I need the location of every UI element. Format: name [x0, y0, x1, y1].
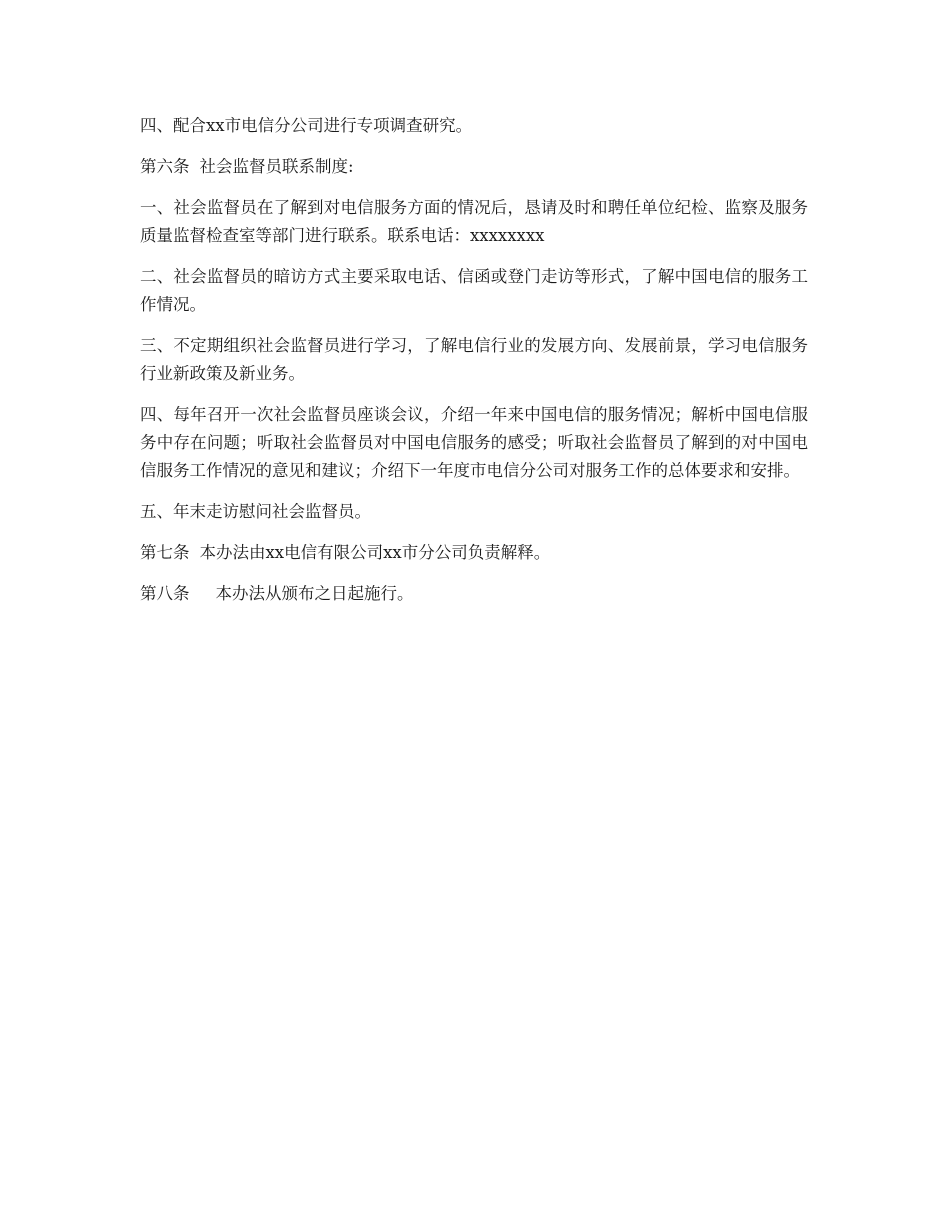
article-text: 本办法从颁布之日起施行。	[215, 584, 414, 603]
paragraph-text: 四、每年召开一次社会监督员座谈会议，介绍一年来中国电信的服务情况；解析中国电信服务中存在问题；听取社会监督员对中国电信服务的感受；听取社会监督员了解到的对中国电信服务工作情况的意见和建议；介绍下一年度市电信分公司对服务工作的总体要求和安排。	[140, 405, 808, 480]
paragraph-text: 二、社会监督员的暗访方式主要采取电话、信函或登门走访等形式，了解中国电信的服务工作情况。	[140, 267, 808, 314]
paragraph-text: 四、配合xx市电信分公司进行专项调查研究。	[140, 116, 473, 135]
paragraph-item-5-visit	[140, 498, 808, 526]
article-8	[140, 580, 808, 608]
article-title: 社会监督员联系制度:	[199, 157, 354, 176]
article-number: 第八条	[140, 584, 190, 603]
paragraph-text: 五、年末走访慰问社会监督员。	[140, 502, 371, 521]
paragraph-text: 一、社会监督员在了解到对电信服务方面的情况后，恳请及时和聘任单位纪检、监察及服务质量监督检查室等部门进行联系。联系电话：xxxxxxxx	[140, 198, 808, 245]
article-text: 本办法由xx电信有限公司xx市分公司负责解释。	[199, 543, 551, 562]
paragraph-item-1-contact	[140, 194, 808, 250]
article-6-heading	[140, 153, 808, 181]
paragraph-item-4-research	[140, 112, 808, 140]
article-number: 第七条	[140, 543, 190, 562]
paragraph-text: 三、不定期组织社会监督员进行学习，了解电信行业的发展方向、发展前景，学习电信服务行业新政策及新业务。	[140, 336, 808, 383]
document-body	[140, 112, 808, 621]
article-number: 第六条	[140, 157, 190, 176]
paragraph-item-4-meeting	[140, 401, 808, 485]
paragraph-item-3-study	[140, 332, 808, 388]
article-7	[140, 539, 808, 567]
paragraph-item-2-visits	[140, 263, 808, 319]
